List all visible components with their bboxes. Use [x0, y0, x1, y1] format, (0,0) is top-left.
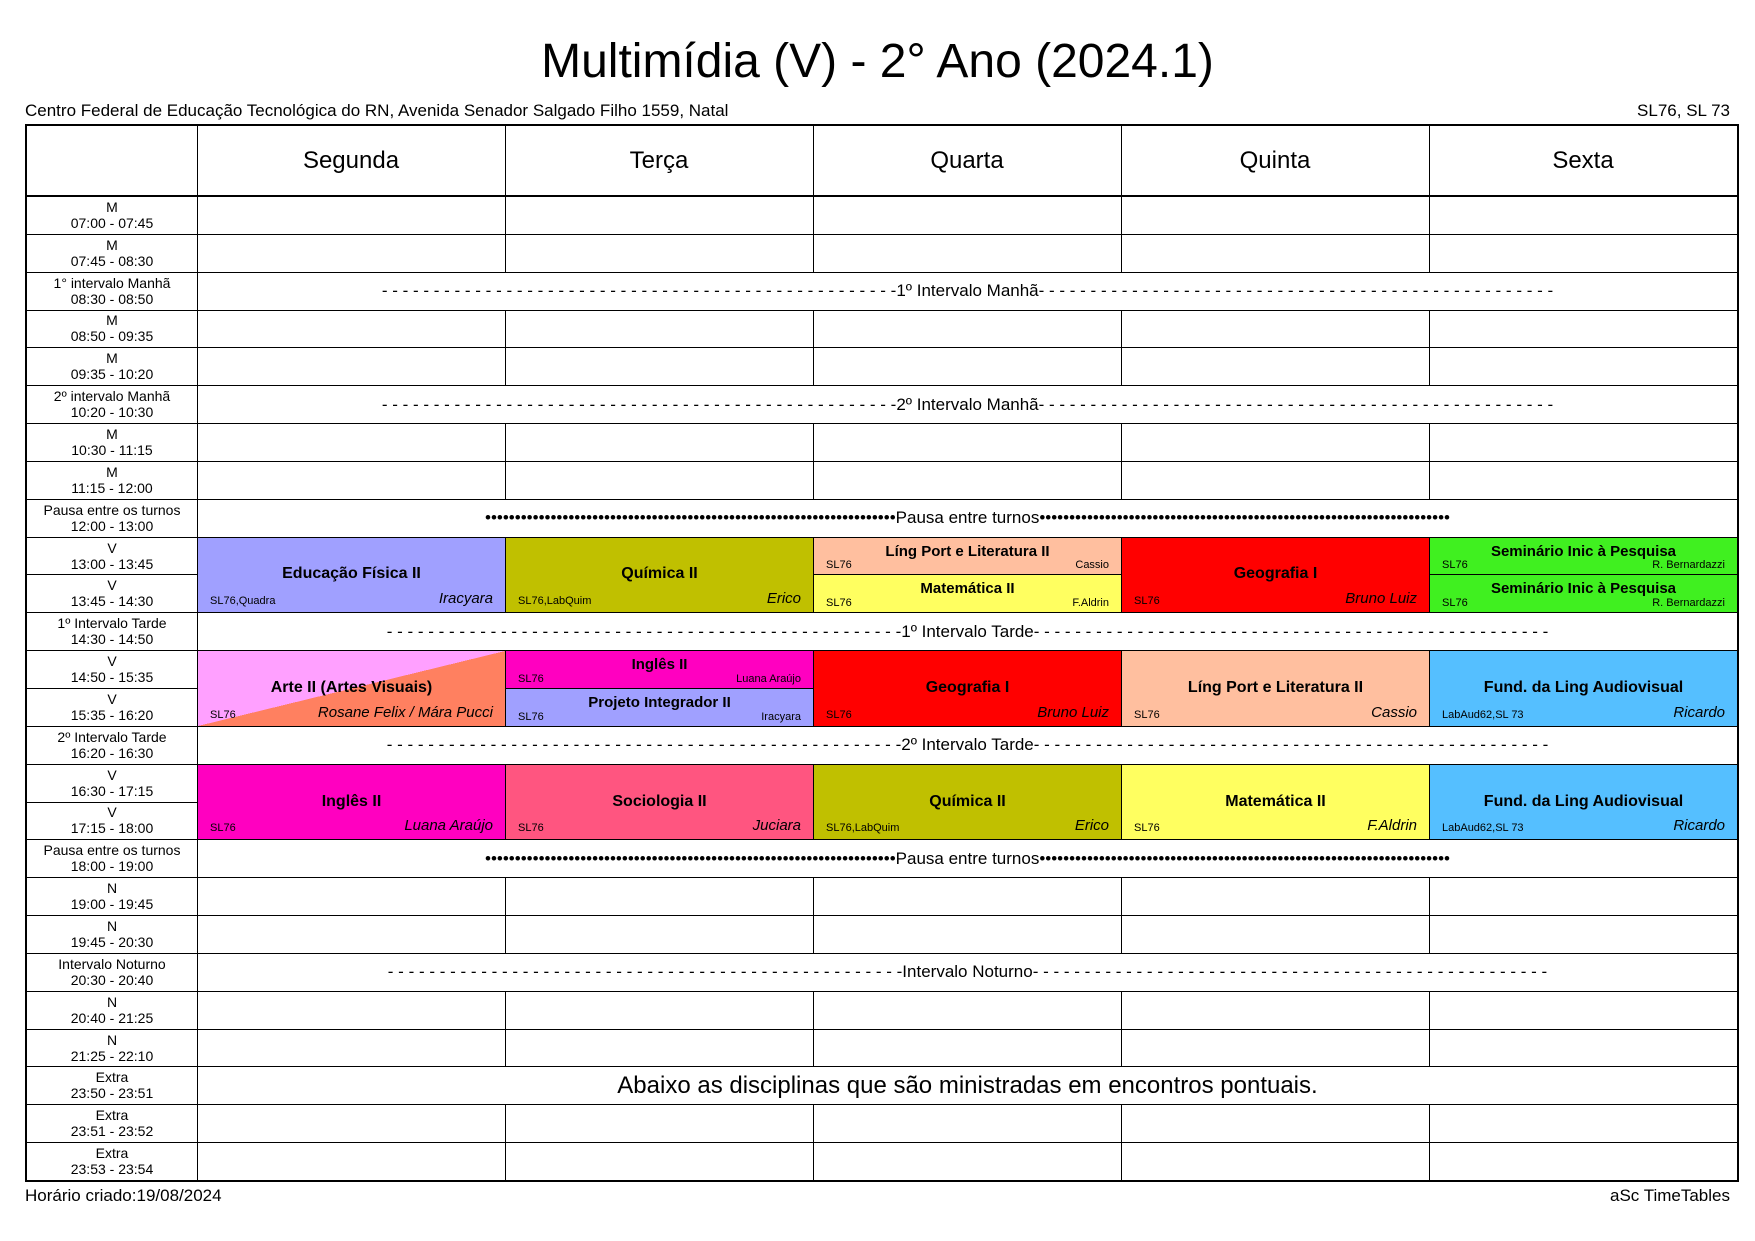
lesson-teacher: Bruno Luiz: [1345, 590, 1417, 608]
break-row: [198, 1067, 1737, 1104]
lesson-subject: Projeto Integrador II: [588, 694, 731, 711]
lesson-teacher: Cassio: [1075, 559, 1109, 572]
period-label: [27, 196, 197, 234]
lesson-subject: Geografia I: [1233, 565, 1318, 583]
period-time: 19:00 - 19:45: [70, 896, 154, 913]
period-label: [27, 385, 197, 423]
period-label: [27, 499, 197, 537]
break-label: 1º Intervalo Tarde: [901, 621, 1034, 641]
period-name: Extra: [95, 1069, 129, 1086]
break-filler: - - - - - - - - - - - - - - - - - - - - - - - - - - - - - - - - - - - - - - - - - - - - - - - - - -: [1032, 962, 1548, 982]
lesson-card[interactable]: [1429, 650, 1738, 727]
break-label: Abaixo as disciplinas que são ministradas em encontros pontuais.: [617, 1071, 1318, 1099]
period-name: M: [106, 425, 118, 442]
row-divider: [27, 310, 1737, 311]
lesson-teacher: Ricardo: [1673, 703, 1725, 721]
period-label: [27, 1142, 197, 1180]
period-label: [27, 650, 197, 688]
lesson-room: SL76: [518, 672, 544, 685]
period-label: [27, 877, 197, 915]
lesson-teacher: Ricardo: [1673, 817, 1725, 835]
period-name: M: [106, 350, 118, 367]
period-time: 14:30 - 14:50: [70, 631, 154, 648]
lesson-teacher: Erico: [766, 590, 801, 608]
lesson-subject: Química II: [929, 792, 1006, 810]
period-name: V: [107, 577, 117, 594]
break-filler: - - - - - - - - - - - - - - - - - - - - - - - - - - - - - - - - - - - - - - - - - - - - - - - - - -: [387, 962, 903, 982]
period-label: [27, 574, 197, 612]
period-name: 2º Intervalo Tarde: [57, 728, 167, 745]
lesson-card[interactable]: [1429, 764, 1738, 841]
period-name: 1° intervalo Manhã: [53, 274, 171, 291]
lesson-card[interactable]: [1429, 537, 1738, 576]
period-time: 23:50 - 23:51: [70, 1085, 154, 1102]
period-label: [27, 953, 197, 991]
period-label: [27, 537, 197, 575]
period-time: 13:00 - 13:45: [70, 555, 154, 572]
period-label: [27, 726, 197, 764]
lesson-subject: Arte II (Artes Visuais): [270, 678, 433, 696]
period-label: [27, 915, 197, 953]
lesson-subject: Inglês II: [321, 792, 382, 810]
lesson-card[interactable]: [813, 650, 1122, 727]
period-label: [27, 612, 197, 650]
break-filler: - - - - - - - - - - - - - - - - - - - - - - - - - - - - - - - - - - - - - - - - - - - - - - - - - -: [381, 394, 897, 414]
row-divider: [27, 1104, 1737, 1105]
period-label: [27, 688, 197, 726]
lesson-card[interactable]: [813, 537, 1122, 576]
period-time: 19:45 - 20:30: [70, 933, 154, 950]
lesson-room: SL76: [210, 708, 236, 721]
break-label: Pausa entre turnos: [895, 848, 1040, 868]
lesson-card[interactable]: [197, 650, 506, 727]
period-name: V: [107, 766, 117, 783]
period-time: 07:45 - 08:30: [70, 252, 154, 269]
lesson-subject: Fund. da Ling Audiovisual: [1483, 678, 1684, 696]
period-name: M: [106, 312, 118, 329]
period-name: 1º Intervalo Tarde: [57, 615, 167, 632]
period-time: 20:30 - 20:40: [70, 971, 154, 988]
break-filler: - - - - - - - - - - - - - - - - - - - - - - - - - - - - - - - - - - - - - - - - - - - - - - - - - -: [1033, 735, 1549, 755]
lesson-card[interactable]: [505, 650, 814, 689]
lesson-card[interactable]: [1429, 574, 1738, 613]
period-name: N: [106, 993, 118, 1010]
lesson-subject: Seminário Inic à Pesquisa: [1490, 542, 1677, 560]
break-row: [198, 273, 1737, 310]
lesson-subject: Química II: [621, 565, 698, 583]
period-time: 09:35 - 10:20: [70, 366, 154, 383]
lesson-teacher: Rosane Felix / Mára Pucci: [317, 703, 493, 721]
period-time: 18:00 - 19:00: [70, 858, 154, 875]
row-divider: [27, 461, 1737, 462]
row-divider: [27, 423, 1737, 424]
lesson-teacher: Luana Araújo: [736, 672, 801, 685]
period-time: 07:00 - 07:45: [70, 214, 154, 231]
break-label: 2º Intervalo Tarde: [901, 735, 1034, 755]
break-row: [198, 613, 1737, 650]
day-header: Segunda: [302, 147, 400, 174]
lesson-teacher: Bruno Luiz: [1037, 703, 1109, 721]
page-title: Multimídia (V) - 2° Ano (2024.1): [541, 35, 1214, 88]
lesson-card[interactable]: [505, 764, 814, 841]
break-row: [198, 954, 1737, 991]
period-name: V: [107, 653, 117, 670]
lesson-subject: Matemática II: [920, 580, 1015, 598]
period-label: [27, 991, 197, 1029]
period-name: Pausa entre os turnos: [43, 501, 181, 518]
period-time: 16:30 - 17:15: [70, 782, 154, 799]
row-divider: [27, 1142, 1737, 1143]
lesson-card[interactable]: [1121, 650, 1430, 727]
lesson-card[interactable]: [505, 537, 814, 614]
period-time: 11:15 - 12:00: [71, 479, 153, 496]
day-header: Quinta: [1239, 147, 1311, 174]
lesson-teacher: Luana Araújo: [404, 817, 493, 835]
break-row: [198, 500, 1737, 537]
period-time: 15:35 - 16:20: [70, 706, 154, 723]
break-filler: - - - - - - - - - - - - - - - - - - - - - - - - - - - - - - - - - - - - - - - - - - - - - - - - - -: [381, 281, 897, 301]
period-name: N: [106, 917, 118, 934]
lesson-room: SL76,LabQuim: [518, 595, 592, 608]
software-credit: aSc TimeTables: [1610, 1186, 1730, 1205]
lesson-card[interactable]: [197, 764, 506, 841]
period-label: [27, 839, 197, 877]
break-filler: - - - - - - - - - - - - - - - - - - - - - - - - - - - - - - - - - - - - - - - - - - - - - - - - - -: [386, 735, 902, 755]
period-label: [27, 347, 197, 385]
lesson-teacher: R. Bernardazzi: [1652, 597, 1725, 610]
period-name: M: [106, 463, 118, 480]
row-divider: [27, 877, 1737, 878]
lesson-subject: Inglês II: [631, 656, 688, 674]
break-label: 1º Intervalo Manhã: [896, 281, 1039, 301]
break-label: Intervalo Noturno: [902, 962, 1033, 982]
room-list: SL76, SL 73: [1637, 101, 1730, 120]
period-label: [27, 310, 197, 348]
period-time: 23:51 - 23:52: [70, 1123, 154, 1140]
period-time: 21:25 - 22:10: [70, 1047, 154, 1064]
lesson-teacher: Juciara: [752, 817, 801, 835]
period-name: Extra: [95, 1145, 129, 1162]
lesson-room: SL76: [826, 708, 852, 721]
lesson-card[interactable]: [197, 537, 506, 614]
break-filler: - - - - - - - - - - - - - - - - - - - - - - - - - - - - - - - - - - - - - - - - - - - - - - - - - -: [1038, 394, 1554, 414]
lesson-teacher: F.Aldrin: [1367, 817, 1417, 835]
period-name: V: [107, 690, 117, 707]
period-time: 23:53 - 23:54: [70, 1161, 154, 1178]
break-row: [198, 840, 1737, 877]
period-label: [27, 1066, 197, 1104]
created-date: Horário criado:19/08/2024: [25, 1186, 222, 1205]
break-filler: - - - - - - - - - - - - - - - - - - - - - - - - - - - - - - - - - - - - - - - - - - - - - - - - - -: [1033, 621, 1549, 641]
period-name: M: [106, 198, 118, 215]
row-divider: [27, 915, 1737, 916]
lesson-room: SL76: [518, 822, 544, 835]
lesson-room: SL76: [1442, 597, 1468, 610]
lesson-card[interactable]: [813, 764, 1122, 841]
lesson-teacher: Cassio: [1371, 703, 1417, 721]
period-label: [27, 1104, 197, 1142]
period-name: Pausa entre os turnos: [43, 842, 181, 859]
lesson-subject: Fund. da Ling Audiovisual: [1483, 792, 1684, 810]
header-divider: [27, 195, 1737, 197]
period-time: 17:15 - 18:00: [70, 820, 154, 837]
lesson-room: LabAud62,SL 73: [1442, 708, 1524, 721]
lesson-subject: Líng Port e Literatura II: [1187, 678, 1364, 696]
day-header: Quarta: [930, 147, 1004, 174]
period-name: V: [107, 539, 117, 556]
lesson-card[interactable]: [1121, 537, 1430, 614]
period-time: 13:45 - 14:30: [70, 593, 154, 610]
row-divider: [27, 991, 1737, 992]
lesson-teacher: Iracyara: [761, 710, 801, 723]
break-row: [198, 727, 1737, 764]
period-time: 08:30 - 08:50: [70, 290, 154, 307]
period-time: 10:20 - 10:30: [70, 404, 154, 421]
period-time: 14:50 - 15:35: [70, 669, 154, 686]
lesson-room: LabAud62,SL 73: [1442, 822, 1524, 835]
lesson-teacher: R. Bernardazzi: [1652, 559, 1725, 572]
period-time: 20:40 - 21:25: [70, 1009, 154, 1026]
period-time: 16:20 - 16:30: [70, 744, 154, 761]
lesson-subject: Sociologia II: [612, 792, 707, 810]
lesson-room: SL76,Quadra: [210, 595, 276, 608]
period-time: 10:30 - 11:15: [71, 441, 153, 458]
period-name: 2º intervalo Manhã: [53, 388, 171, 405]
period-label: [27, 1029, 197, 1067]
period-time: 12:00 - 13:00: [70, 517, 154, 534]
timetable-grid: [25, 124, 1739, 1182]
lesson-room: SL76: [1134, 595, 1160, 608]
lesson-room: SL76: [1134, 822, 1160, 835]
period-label: [27, 423, 197, 461]
period-name: Extra: [95, 1107, 129, 1124]
period-name: M: [106, 236, 118, 253]
break-filler: •••••••••••••••••••••••••••••••••••••••••••••••••••••••••••••••••••••: [485, 508, 896, 528]
lesson-subject: Seminário Inic à Pesquisa: [1490, 580, 1677, 598]
break-filler: •••••••••••••••••••••••••••••••••••••••••••••••••••••••••••••••••••••: [1039, 508, 1450, 528]
lesson-subject: Educação Física II: [282, 565, 421, 583]
break-label: 2º Intervalo Manhã: [896, 394, 1039, 414]
period-label: [27, 764, 197, 802]
period-name: Intervalo Noturno: [58, 955, 166, 972]
break-row: [198, 386, 1737, 423]
day-header: Sexta: [1552, 147, 1614, 174]
break-filler: •••••••••••••••••••••••••••••••••••••••••••••••••••••••••••••••••••••: [485, 848, 896, 868]
lesson-room: SL76: [826, 559, 852, 572]
lesson-subject: Líng Port e Literatura II: [885, 542, 1050, 560]
lesson-room: SL76: [518, 710, 544, 723]
day-header: Terça: [629, 147, 689, 174]
lesson-room: SL76,LabQuim: [826, 822, 900, 835]
lesson-room: SL76: [1134, 708, 1160, 721]
period-name: V: [107, 804, 117, 821]
break-filler: - - - - - - - - - - - - - - - - - - - - - - - - - - - - - - - - - - - - - - - - - - - - - - - - - -: [1038, 281, 1554, 301]
lesson-subject: Matemática II: [1225, 792, 1326, 810]
lesson-card[interactable]: [1121, 764, 1430, 841]
row-divider: [27, 347, 1737, 348]
lesson-room: SL76: [1442, 559, 1468, 572]
lesson-room: SL76: [210, 822, 236, 835]
period-name: N: [106, 880, 118, 897]
lesson-room: SL76: [826, 597, 852, 610]
school-address: Centro Federal de Educação Tecnológica do RN, Avenida Senador Salgado Filho 1559, Natal: [25, 101, 729, 120]
lesson-card[interactable]: [813, 574, 1122, 613]
break-filler: •••••••••••••••••••••••••••••••••••••••••••••••••••••••••••••••••••••: [1039, 848, 1450, 868]
period-label: [27, 272, 197, 310]
lesson-teacher: Iracyara: [438, 590, 493, 608]
break-label: Pausa entre turnos: [895, 508, 1040, 528]
break-filler: - - - - - - - - - - - - - - - - - - - - - - - - - - - - - - - - - - - - - - - - - - - - - - - - - -: [386, 621, 902, 641]
row-divider: [27, 234, 1737, 235]
lesson-card[interactable]: [505, 688, 814, 727]
period-name: N: [106, 1031, 118, 1048]
lesson-teacher: Erico: [1074, 817, 1109, 835]
period-time: 08:50 - 09:35: [70, 328, 154, 345]
period-label: [27, 802, 197, 840]
lesson-teacher: F.Aldrin: [1072, 597, 1109, 610]
period-label: [27, 234, 197, 272]
period-label: [27, 461, 197, 499]
row-divider: [27, 1029, 1737, 1030]
lesson-subject: Geografia I: [925, 678, 1010, 696]
